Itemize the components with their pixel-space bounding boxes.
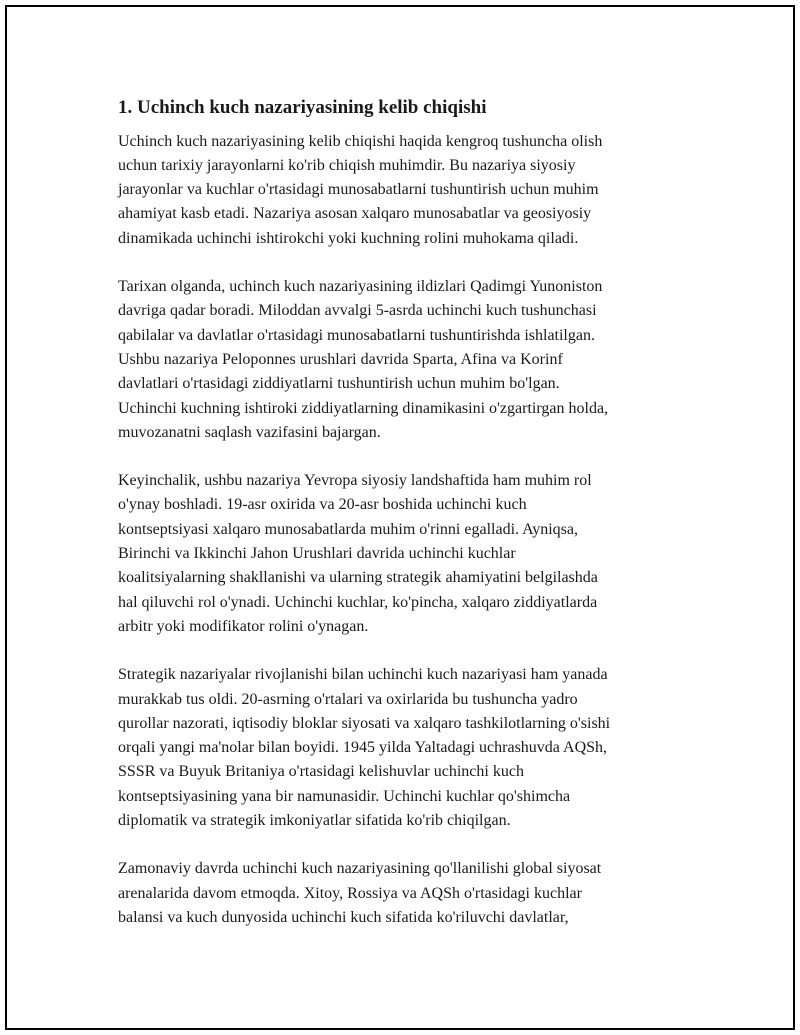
page-frame bbox=[5, 5, 795, 1030]
section-heading: 1. Uchinch kuch nazariyasining kelib chiqishi bbox=[118, 97, 487, 118]
paragraph-2: Tarixan olganda, uchinch kuch nazariyasining ildizlari Qadimgi Yunoniston davriga qadar boradi. Miloddan avvalgi 5-asrda uchinchi kuch tushunchasi qabilalar va davlatlar o'rtasidagi munosabatlarni tushuntirishda ishlatilgan. Ushbu nazariya Peloponnes urushlari davrida Sparta, Afina va Korinf davlatlari o'rtasidagi ziddiyatlarni tushuntirish uchun muhim bo'lgan. Uchinchi kuchning ishtiroki ziddiyatlarning dinamikasini o'zgartirgan holda, muvozanatni saqlash vazifasini bajargan. bbox=[118, 278, 609, 441]
paragraph-4: Strategik nazariyalar rivojlanishi bilan uchinchi kuch nazariyasi ham yanada murakkab tus oldi. 20-asrning o'rtalari va oxirlarida bu tushuncha yadro qurollar nazorati, iqtisodiy bloklar siyosati va xalqaro tashkilotlarning o'sishi orqali yangi ma'nolar bilan boyidi. 1945 yilda Yaltadagi uchrashuvda AQSh, SSSR va Buyuk Britaniya o'rtasidagi kelishuvlar uchinchi kuch kontseptsiyasining yana bir namunasidir. Uchinchi kuchlar qo'shimcha diplomatik va strategik imkoniyatlar sifatida ko'rib chiqilgan. bbox=[118, 666, 611, 830]
paragraph-5: Zamonaviy davrda uchinchi kuch nazariyasining qo'llanilishi global siyosat arenalarida davom etmoqda. Xitoy, Rossiya va AQSh o'rtasidagi kuchlar balansi va kuch dunyosida uchinchi kuch sifatida ko'riluvchi davlatlar, bbox=[118, 860, 602, 926]
paragraph-3: Keyinchalik, ushbu nazariya Yevropa siyosiy landshaftida ham muhim rol o'ynay boshladi. 19-asr oxirida va 20-asr boshida uchinchi kuch kontseptsiyasi xalqaro munosabatlarda muhim o'rinni egalladi. Ayniqsa, Birinchi va Ikkinchi Jahon Urushlari davrida uchinchi kuchlar koalitsiyalarning shakllanishi va ularning strategik ahamiyatini belgilashda hal qiluvchi rol o'ynadi. Uchinchi kuchlar, ko'pincha, xalqaro ziddiyatlarda arbitr yoki modifikator rolini o'ynagan. bbox=[118, 472, 598, 635]
document-body bbox=[118, 95, 698, 954]
paragraph-1: Uchinch kuch nazariyasining kelib chiqishi haqida kengroq tushuncha olish uchun tarixiy jarayonlarni ko'rib chiqish muhimdir. Bu nazariya siyosiy jarayonlar va kuchlar o'rtasidagi munosabatlarni tushuntirish uchun muhim ahamiyat kasb etadi. Nazariya asosan xalqaro munosabatlar va geosiyosiy dinamikada uchinchi ishtirokchi yoki kuchning rolini muhokama qiladi. bbox=[118, 132, 603, 247]
